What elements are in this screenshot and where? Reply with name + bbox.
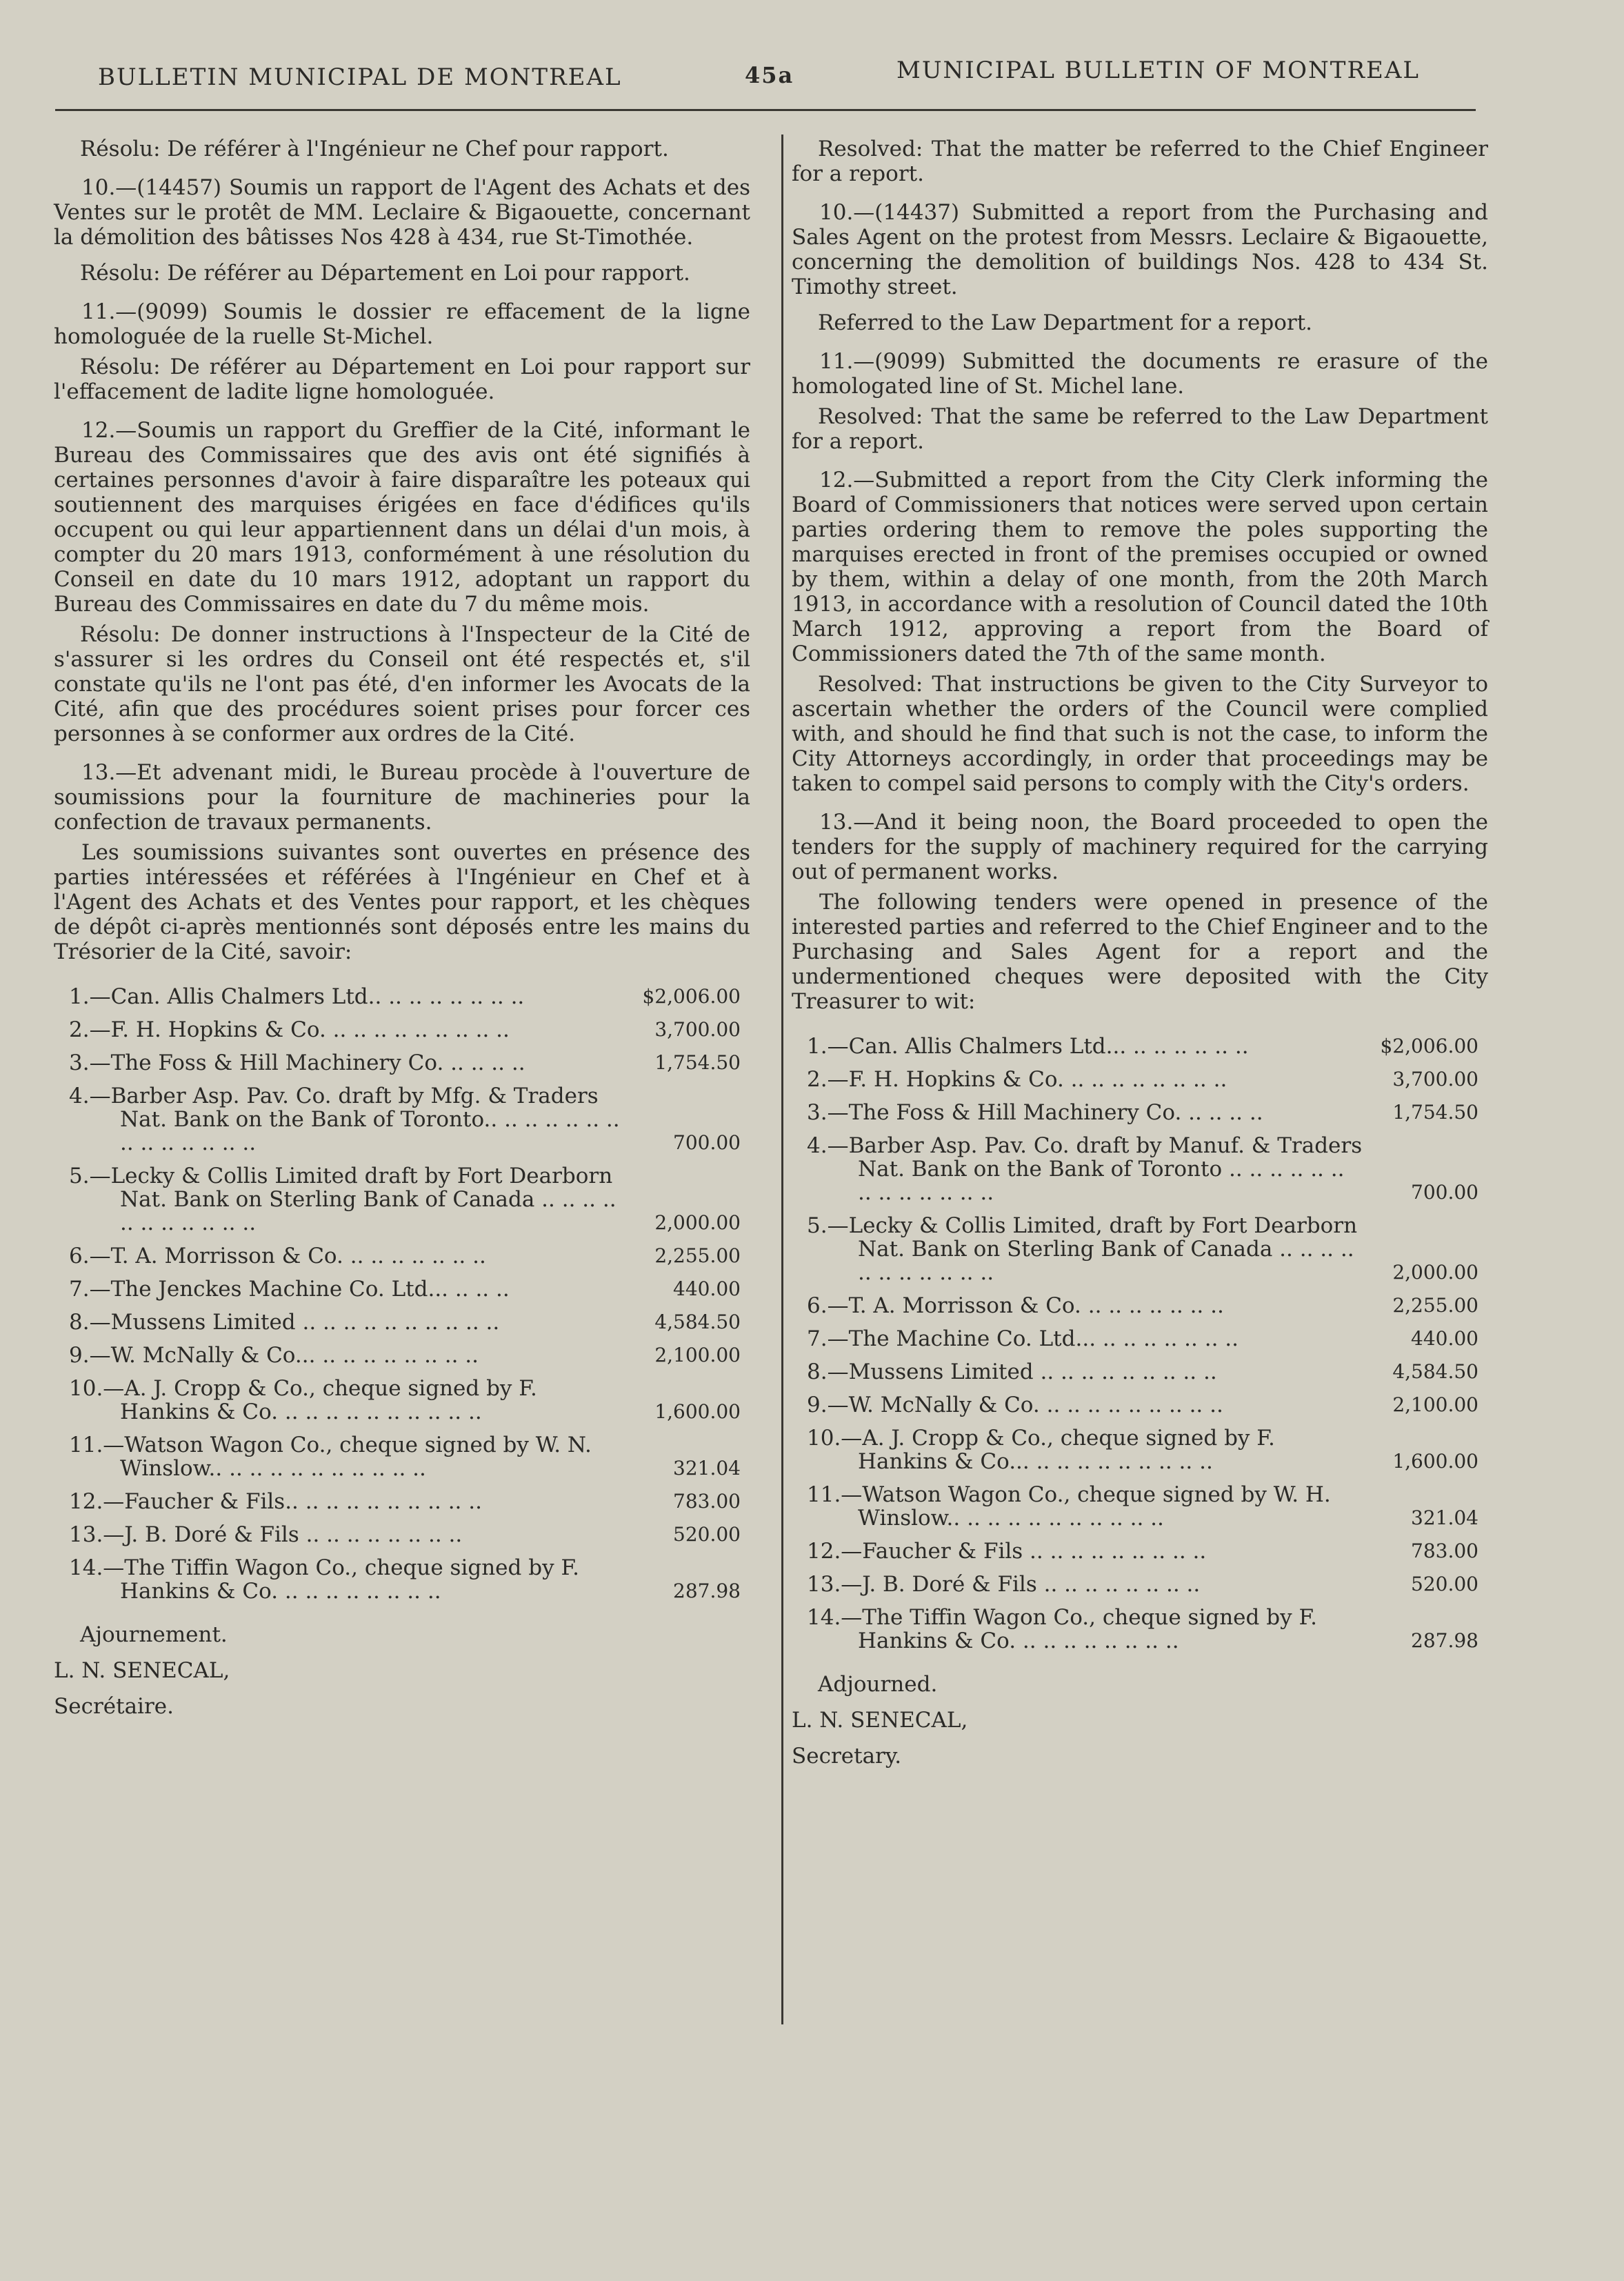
tender-amount: 1,600.00 xyxy=(1392,1450,1478,1473)
item-11-paragraph: 11.—(9099) Soumis le dossier re effacement de la ligne homologuée de la ruelle St-Michel. xyxy=(54,299,750,349)
tender-name: 5.—Lecky & Collis Limited draft by Fort Dearborn Nat. Bank on Sterling Bank of Canada .. .. .. .. .. .. .. .. .. .. .. xyxy=(69,1164,616,1235)
page-header xyxy=(55,55,1476,97)
tender-name: 7.—The Machine Co. Ltd... .. .. .. .. .. .. .. xyxy=(807,1326,1239,1351)
tender-name: 8.—Mussens Limited .. .. .. .. .. .. .. .. .. .. xyxy=(69,1310,500,1335)
resolution-paragraph: Resolved: That instructions be given to the City Surveyor to ascertain whether the orders of the Council were complied with, and should he find that such is not the case, to inform the City Attorneys accordingly, in order that proceedings may be taken to compel said persons to comply with the City's orders. xyxy=(792,672,1488,796)
resolution-paragraph: Resolved: That the matter be referred to the Chief Engineer for a report. xyxy=(792,137,1488,186)
signature-role: Secretary. xyxy=(792,1744,902,1769)
tender-amount: 2,000.00 xyxy=(1392,1261,1478,1284)
tender-name: 9.—W. McNally & Co. .. .. .. .. .. .. .. .. .. xyxy=(807,1393,1223,1417)
item-10-paragraph: 10.—(14437) Submitted a report from the Purchasing and Sales Agent on the protest from Messrs. Leclaire & Bigaouette, concerning the demolition of buildings Nos. 428 to 434 St. Timothy street. xyxy=(792,200,1488,299)
header-title-french: BULLETIN MUNICIPAL DE MONTREAL xyxy=(98,63,622,91)
english-column xyxy=(792,137,1488,1780)
tender-amount: 520.00 xyxy=(1411,1573,1478,1595)
table-row xyxy=(792,1356,1488,1389)
tender-amount: 4,584.50 xyxy=(1392,1360,1478,1383)
tender-amount: 2,100.00 xyxy=(654,1344,741,1366)
table-row xyxy=(792,1568,1488,1602)
signature-role: Secrétaire. xyxy=(54,1694,174,1719)
tender-amount: 783.00 xyxy=(1411,1540,1478,1562)
resolution-paragraph: Résolu: De donner instructions à l'Inspecteur de la Cité de s'assurer si les ordres du Conseil ont été respectés et, s'il constate qu'ils ne l'ont pas été, d'en informer les Avocats de la Cité, afin que des procédures soient prises pour forcer ces personnes à se conformer aux ordres de la Cité. xyxy=(54,622,750,746)
tender-amount: 2,255.00 xyxy=(654,1244,741,1267)
table-row xyxy=(54,1160,750,1240)
tenders-table xyxy=(792,1030,1488,1658)
tender-name: 6.—T. A. Morrisson & Co. .. .. .. .. .. .. .. xyxy=(69,1244,486,1268)
table-row xyxy=(792,1290,1488,1323)
tenders-table xyxy=(54,981,750,1608)
tender-name: 13.—J. B. Doré & Fils .. .. .. .. .. .. .. .. xyxy=(69,1522,463,1547)
table-row xyxy=(54,1306,750,1339)
tender-amount: 783.00 xyxy=(673,1490,741,1513)
tender-amount: 700.00 xyxy=(1411,1181,1478,1204)
tender-amount: 520.00 xyxy=(673,1523,741,1546)
table-row xyxy=(792,1097,1488,1130)
tender-name: 12.—Faucher & Fils .. .. .. .. .. .. .. .. .. xyxy=(807,1539,1207,1564)
tenders-intro-paragraph: Les soumissions suivantes sont ouvertes en présence des parties intéressées et référées à l'Ingénieur en Chef et à l'Agent des Achats et des Ventes pour rapport, et les chèques de dépôt ci-après mentionnés sont déposés entre les mains du Trésorier de la Cité, savoir: xyxy=(54,840,750,964)
table-row xyxy=(54,1273,750,1306)
tender-name: 14.—The Tiffin Wagon Co., cheque signed by F. Hankins & Co. .. .. .. .. .. .. .. .. xyxy=(807,1605,1317,1653)
table-row xyxy=(792,1602,1488,1658)
tender-amount: 4,584.50 xyxy=(654,1311,741,1333)
table-row xyxy=(792,1535,1488,1568)
tender-name: 5.—Lecky & Collis Limited, draft by Fort Dearborn Nat. Bank on Sterling Bank of Canada .. .. .. .. .. .. .. .. .. .. .. xyxy=(807,1213,1358,1285)
tender-name: 7.—The Jenckes Machine Co. Ltd... .. .. .. xyxy=(69,1277,510,1302)
table-row xyxy=(792,1064,1488,1097)
table-row xyxy=(54,1047,750,1080)
tender-name: 10.—A. J. Cropp & Co., cheque signed by F. Hankins & Co... .. .. .. .. .. .. .. .. .. xyxy=(807,1426,1275,1474)
item-12-paragraph: 12.—Soumis un rapport du Greffier de la Cité, informant le Bureau des Commissaires que des avis ont été signifiés à certaines personnes d'avoir à faire disparaître les poteaux qui soutiennent des marquises érigées en face d'édifices qu'ils occupent ou qui leur appartiennent dans un délai d'un mois, à compter du 20 mars 1913, conformément à une résolution du Conseil en date du 10 mars 1912, adoptant un rapport du Bureau des Commissaires en date du 7 du même mois. xyxy=(54,418,750,617)
tender-name: 2.—F. H. Hopkins & Co. .. .. .. .. .. .. .. .. .. xyxy=(69,1017,510,1042)
tender-amount: 440.00 xyxy=(1411,1327,1478,1350)
page-number: 45a xyxy=(745,62,794,88)
tender-name: 2.—F. H. Hopkins & Co. .. .. .. .. .. .. .. .. xyxy=(807,1067,1227,1092)
table-row xyxy=(54,1339,750,1373)
tender-amount: $2,006.00 xyxy=(1380,1035,1478,1057)
table-row xyxy=(54,1519,750,1552)
table-row xyxy=(54,1552,750,1608)
tender-name: 1.—Can. Allis Chalmers Ltd... .. .. .. .. .. .. xyxy=(807,1034,1249,1059)
header-title-english: MUNICIPAL BULLETIN OF MONTREAL xyxy=(896,57,1421,84)
tender-amount: 440.00 xyxy=(673,1277,741,1300)
tenders-intro-paragraph: The following tenders were opened in presence of the interested parties and referred to the Chief Engineer and to the Purchasing and Sales Agent for a report and the undermentioned cheques were deposited with the City Treasurer to wit: xyxy=(792,890,1488,1014)
item-12-paragraph: 12.—Submitted a report from the City Clerk informing the Board of Commissioners that notices were served upon certain parties ordering them to remove the poles supporting the marquises erected in front of the premises occupied or owned by them, within a delay of one month, from the 20th March 1913, in accordance with a resolution of Council dated the 10th March 1912, approving a report from the Board of Commissioners dated the 7th of the same month. xyxy=(792,468,1488,666)
table-row xyxy=(792,1479,1488,1535)
tender-amount: 2,255.00 xyxy=(1392,1294,1478,1317)
tender-name: 13.—J. B. Doré & Fils .. .. .. .. .. .. .. .. xyxy=(807,1572,1201,1597)
table-row xyxy=(54,1373,750,1429)
table-row xyxy=(54,1240,750,1273)
tender-name: 10.—A. J. Cropp & Co., cheque signed by F. Hankins & Co. .. .. .. .. .. .. .. .. .. .. xyxy=(69,1376,537,1424)
tender-amount: 321.04 xyxy=(1411,1506,1478,1529)
tender-name: 11.—Watson Wagon Co., cheque signed by W. N. Winslow.. .. .. .. .. .. .. .. .. .. .. xyxy=(69,1433,592,1481)
item-11-paragraph: 11.—(9099) Submitted the documents re erasure of the homologated line of St. Michel lane. xyxy=(792,349,1488,399)
tender-amount: 2,100.00 xyxy=(1392,1393,1478,1416)
item-10-paragraph: 10.—(14457) Soumis un rapport de l'Agent des Achats et des Ventes sur le protêt de MM. Leclaire & Bigaouette, concernant la démolition des bâtisses Nos 428 à 434, rue St-Timothée. xyxy=(54,175,750,250)
tender-name: 4.—Barber Asp. Pav. Co. draft by Manuf. & Traders Nat. Bank on the Bank of Toronto .. .. .. .. .. .. .. .. .. .. .. .. .. xyxy=(807,1133,1363,1205)
table-row xyxy=(54,1429,750,1486)
item-13-paragraph: 13.—And it being noon, the Board proceeded to open the tenders for the supply of machinery required for the carrying out of permanent works. xyxy=(792,810,1488,884)
table-row xyxy=(792,1130,1488,1210)
table-row xyxy=(792,1389,1488,1422)
tender-name: 3.—The Foss & Hill Machinery Co. .. .. .. .. xyxy=(69,1050,525,1075)
item-13-paragraph: 13.—Et advenant midi, le Bureau procède à l'ouverture de soumissions pour la fourniture de machineries pour la confection de travaux permanents. xyxy=(54,760,750,835)
tender-amount: 1,600.00 xyxy=(654,1400,741,1423)
table-row xyxy=(54,981,750,1014)
resolution-paragraph: Résolu: De référer au Département en Loi pour rapport sur l'effacement de ladite ligne homologuée. xyxy=(54,355,750,404)
tender-name: 6.—T. A. Morrisson & Co. .. .. .. .. .. .. .. xyxy=(807,1293,1224,1318)
column-divider xyxy=(781,135,783,2024)
french-column xyxy=(54,137,750,1730)
signature-name: L. N. SENECAL, xyxy=(54,1658,230,1683)
table-row xyxy=(54,1014,750,1047)
tender-name: 9.—W. McNally & Co... .. .. .. .. .. .. .. .. xyxy=(69,1343,479,1368)
tender-amount: 3,700.00 xyxy=(654,1018,741,1041)
tender-amount: 2,000.00 xyxy=(654,1211,741,1234)
signature-name: L. N. SENECAL, xyxy=(792,1708,968,1733)
resolution-paragraph: Résolu: De référer au Département en Loi pour rapport. xyxy=(80,261,690,286)
tender-name: 11.—Watson Wagon Co., cheque signed by W. H. Winslow.. .. .. .. .. .. .. .. .. .. .. xyxy=(807,1482,1331,1531)
resolution-paragraph: Resolved: That the same be referred to the Law Department for a report. xyxy=(792,404,1488,454)
tender-name: 8.—Mussens Limited .. .. .. .. .. .. .. .. .. xyxy=(807,1359,1217,1384)
tender-amount: 287.98 xyxy=(673,1580,741,1602)
tender-name: 4.—Barber Asp. Pav. Co. draft by Mfg. & Traders Nat. Bank on the Bank of Toronto.. .. .. .. .. .. .. .. .. .. .. .. .. .. xyxy=(69,1084,620,1155)
table-row xyxy=(792,1323,1488,1356)
adjournment-text: Adjourned. xyxy=(818,1672,938,1697)
resolution-paragraph: Résolu: De référer à l'Ingénieur ne Chef pour rapport. xyxy=(80,137,669,161)
tender-amount: 287.98 xyxy=(1411,1629,1478,1652)
table-row xyxy=(792,1422,1488,1479)
table-row xyxy=(792,1030,1488,1064)
tender-name: 1.—Can. Allis Chalmers Ltd.. .. .. .. .. .. .. .. xyxy=(69,984,525,1009)
tender-amount: 321.04 xyxy=(673,1457,741,1480)
tender-amount: $2,006.00 xyxy=(642,985,741,1008)
tender-name: 3.—The Foss & Hill Machinery Co. .. .. .. .. xyxy=(807,1100,1263,1125)
table-row xyxy=(792,1210,1488,1290)
header-rule xyxy=(55,109,1476,111)
tender-name: 14.—The Tiffin Wagon Co., cheque signed by F. Hankins & Co. .. .. .. .. .. .. .. .. xyxy=(69,1555,579,1604)
tender-amount: 3,700.00 xyxy=(1392,1068,1478,1090)
table-row xyxy=(54,1486,750,1519)
tender-amount: 1,754.50 xyxy=(1392,1101,1478,1124)
resolution-paragraph: Referred to the Law Department for a report. xyxy=(818,310,1313,335)
table-row xyxy=(54,1080,750,1160)
tender-amount: 700.00 xyxy=(673,1131,741,1154)
tender-amount: 1,754.50 xyxy=(654,1051,741,1074)
adjournment-text: Ajournement. xyxy=(80,1622,228,1647)
tender-name: 12.—Faucher & Fils.. .. .. .. .. .. .. .. .. .. xyxy=(69,1489,482,1514)
